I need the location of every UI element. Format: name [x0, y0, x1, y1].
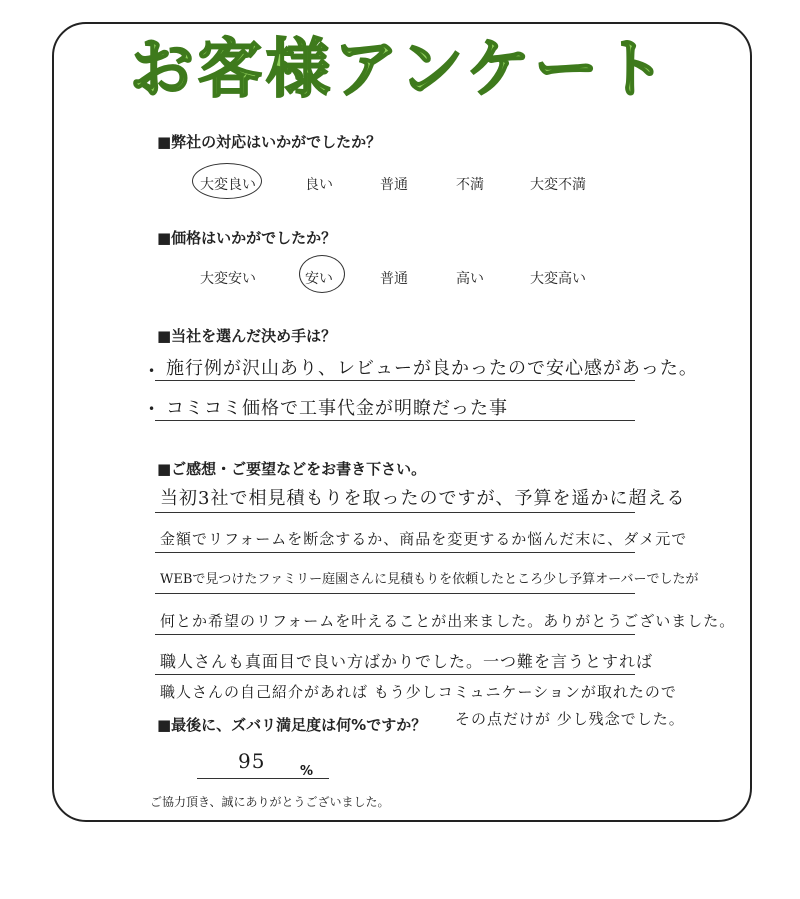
- comment-line-7: その点だけが 少し残念でした。: [455, 710, 685, 728]
- answer-line: [155, 674, 635, 675]
- question-service: ■弊社の対応はいかがでしたか？: [157, 133, 382, 151]
- deciding-factor-answer-1: 施行例が沢山あり、レビューが良かったので安心感があった。: [166, 358, 698, 379]
- comment-line-2: 金額でリフォームを断念するか、商品を変更するか悩んだ末に、ダメ元で: [160, 530, 688, 548]
- answer-line: [155, 420, 635, 421]
- selected-circle-mark: [299, 255, 345, 293]
- service-option-good[interactable]: 良い: [305, 177, 333, 193]
- thanks-message: ご協力頂き、誠にありがとうございました。: [150, 795, 390, 809]
- answer-line: [155, 512, 635, 513]
- service-option-dissatisfied[interactable]: 不満: [456, 177, 484, 193]
- service-option-normal[interactable]: 普通: [380, 177, 408, 193]
- answer-line: [155, 634, 635, 635]
- price-option-very-cheap[interactable]: 大変安い: [200, 271, 256, 287]
- answer-line: [155, 552, 635, 553]
- selected-circle-mark: [192, 163, 262, 199]
- answer-line: [197, 778, 329, 779]
- price-option-expensive[interactable]: 高い: [456, 271, 484, 287]
- answer-line: [155, 593, 635, 594]
- satisfaction-value: 95: [238, 749, 266, 773]
- comment-line-3: WEBで見つけたファミリー庭園さんに見積もりを依頼したところ少し予算オーバーでしたが: [160, 572, 699, 587]
- comment-line-6: 職人さんの自己紹介があれば もう少しコミュニケーションが取れたので: [160, 683, 677, 701]
- comment-line-4: 何とか希望のリフォームを叶えることが出来ました。ありがとうございました。: [160, 612, 736, 630]
- bullet-mark: •: [148, 364, 156, 378]
- price-option-normal[interactable]: 普通: [380, 271, 408, 287]
- deciding-factor-answer-2: コミコミ価格で工事代金が明瞭だった事: [166, 398, 508, 419]
- question-price: ■価格はいかがでしたか？: [157, 229, 337, 247]
- bullet-mark: •: [148, 402, 156, 416]
- comment-line-5: 職人さんも真面目で良い方ばかりでした。一つ難を言うとすれば: [160, 652, 654, 671]
- question-deciding-factor: ■当社を選んだ決め手は？: [157, 327, 337, 345]
- price-option-cheap[interactable]: 安い: [305, 271, 333, 287]
- percent-unit: %: [300, 764, 314, 779]
- question-comments: ■ご感想・ご要望などをお書き下さい。: [157, 460, 427, 478]
- comment-line-1: 当初3社で相見積もりを取ったのですが、予算を遥かに超える: [160, 488, 686, 509]
- survey-title: お客様アンケート: [129, 33, 671, 107]
- question-satisfaction: ■最後に、ズバリ満足度は何%ですか？: [157, 716, 427, 734]
- answer-line: [155, 380, 635, 381]
- price-option-very-expensive[interactable]: 大変高い: [530, 271, 586, 287]
- service-option-very-dissatisfied[interactable]: 大変不満: [530, 177, 586, 193]
- service-option-very-good[interactable]: 大変良い: [200, 177, 256, 193]
